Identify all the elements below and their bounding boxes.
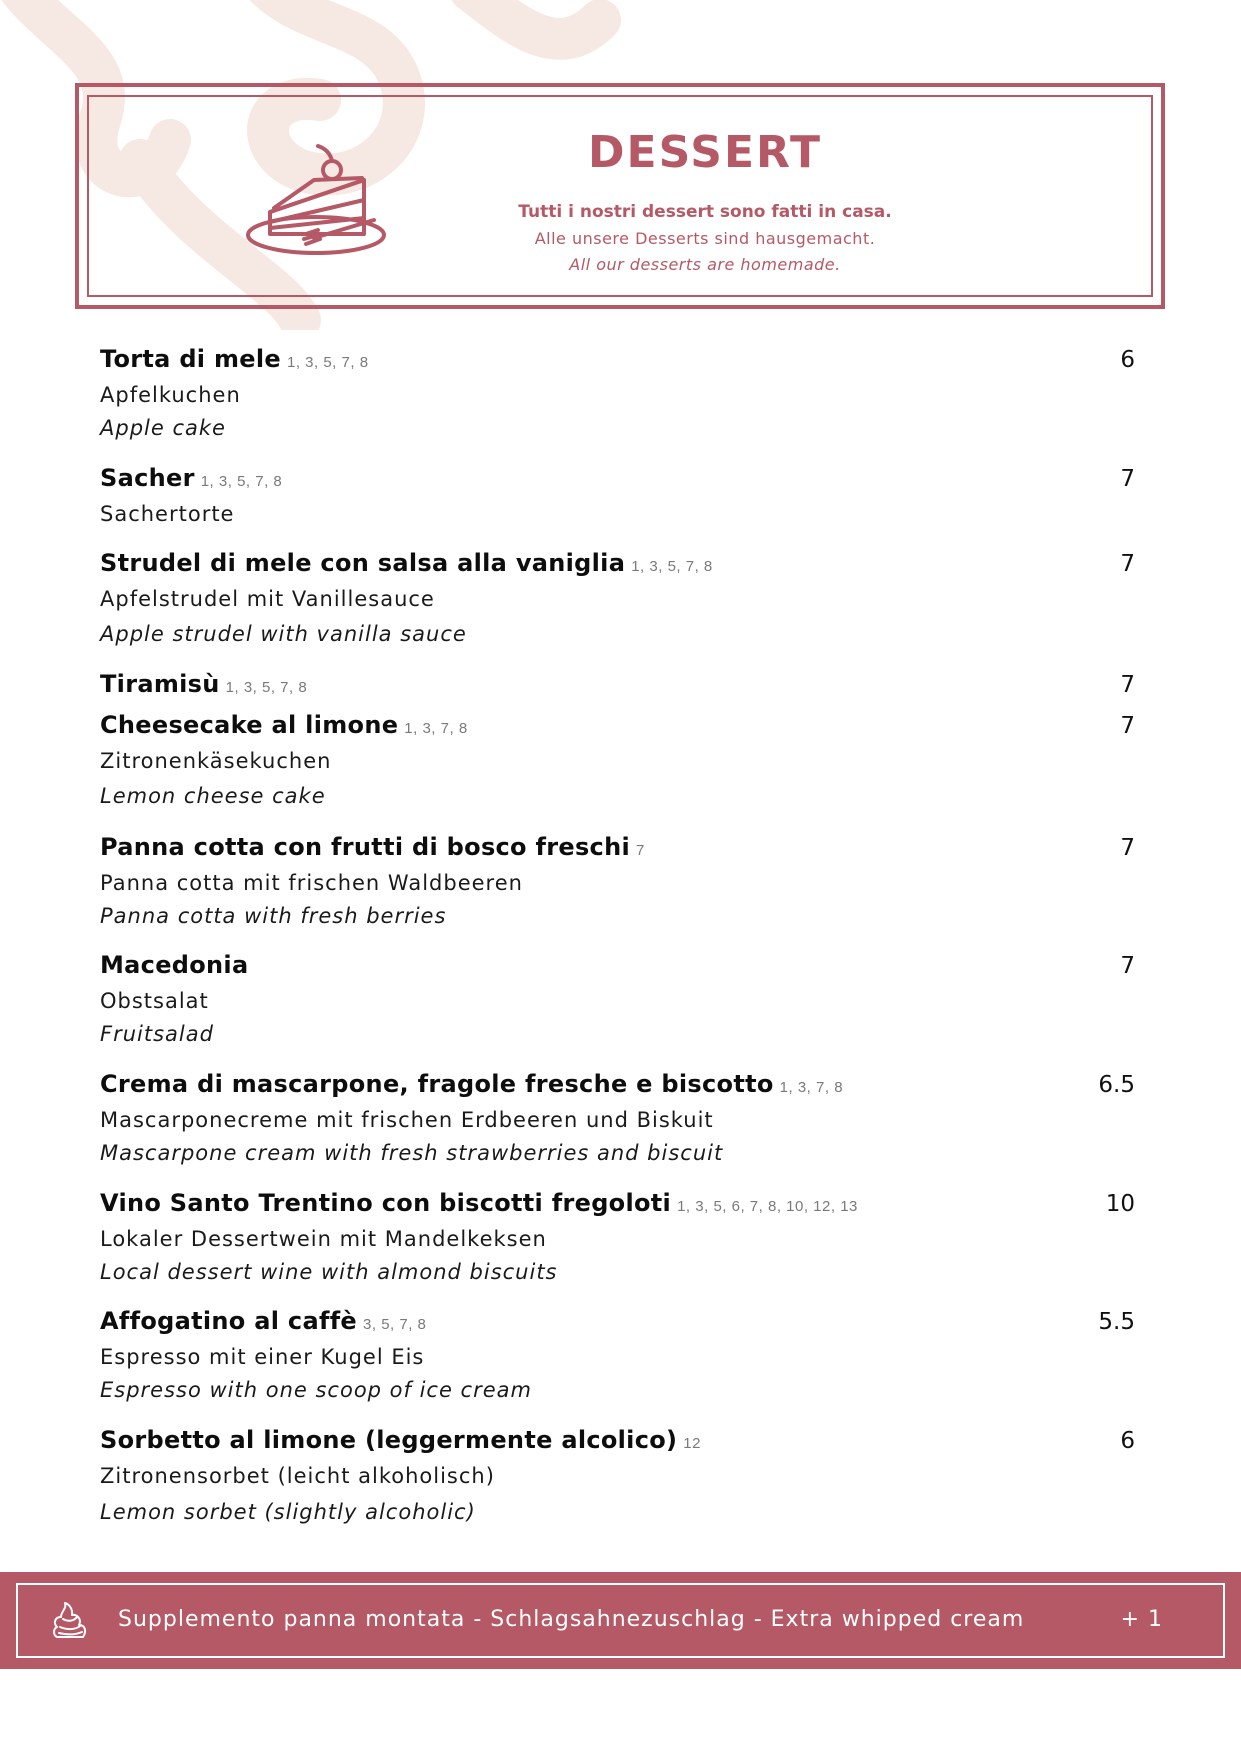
item-allergens: 1, 3, 5, 7, 8: [286, 354, 369, 371]
subtitle-german: Alle unsere Desserts sind hausgemacht.: [534, 229, 876, 248]
item-allergens: 3, 5, 7, 8: [363, 1316, 427, 1333]
item-german: Panna cotta mit frischen Waldbeeren: [100, 871, 523, 895]
item-english: Mascarpone cream with fresh strawberries and biscuit: [100, 1141, 724, 1165]
item-german: Apfelstrudel mit Vanillesauce: [100, 587, 435, 611]
item-english: Fruitsalad: [100, 1022, 214, 1046]
item-price: 6.5: [1098, 1072, 1135, 1098]
item-german: Mascarponecreme mit frischen Erdbeeren und Biskuit: [100, 1108, 714, 1132]
page-title: DESSERT: [588, 127, 822, 178]
item-allergens: 1, 3, 7, 8: [404, 720, 468, 737]
extra-cream-banner: [0, 1572, 1241, 1669]
item-price: 6: [1120, 1428, 1135, 1454]
item-allergens: 1, 3, 5, 7, 8: [200, 473, 283, 490]
item-name: Tiramisù: [100, 670, 220, 698]
item-name: Cheesecake al limone: [100, 711, 399, 739]
item-name: Crema di mascarpone, fragole fresche e biscotto: [100, 1070, 774, 1098]
menu-item: [100, 1307, 1135, 1426]
item-allergens: 1, 3, 5, 6, 7, 8, 10, 12, 13: [677, 1198, 858, 1215]
item-allergens: 7: [636, 842, 645, 859]
item-name: Panna cotta con frutti di bosco freschi: [100, 833, 630, 861]
item-german: Obstsalat: [100, 989, 209, 1013]
item-german: Zitronenkäsekuchen: [100, 749, 332, 773]
extra-cream-label: Supplemento panna montata - Schlagsahnezuschlag - Extra whipped cream: [118, 1607, 1025, 1632]
menu-item: [100, 711, 1135, 833]
menu-item: [100, 549, 1135, 670]
menu-item: [100, 833, 1135, 951]
item-english: Panna cotta with fresh berries: [100, 904, 447, 928]
item-price: 7: [1120, 672, 1135, 698]
subtitle-english: All our desserts are homemade.: [569, 255, 841, 274]
item-german: Lokaler Dessertwein mit Mandelkeksen: [100, 1227, 547, 1251]
menu-item: [100, 464, 1135, 549]
item-english: Lemon cheese cake: [100, 784, 326, 808]
whipped-cream-icon: [51, 1601, 89, 1641]
item-name: Strudel di mele con salsa alla vaniglia: [100, 549, 626, 577]
footer-frame: [16, 1583, 1225, 1658]
dessert-menu-list: [100, 345, 1135, 1536]
item-price: 7: [1120, 551, 1135, 577]
menu-item: [100, 1426, 1135, 1536]
item-english: Apple cake: [100, 416, 226, 440]
item-price: 10: [1105, 1191, 1135, 1217]
item-allergens: 1, 3, 5, 7, 8: [225, 679, 308, 696]
item-german: Sachertorte: [100, 502, 235, 526]
item-price: 7: [1120, 835, 1135, 861]
item-english: Local dessert wine with almond biscuits: [100, 1260, 558, 1284]
subtitle-italian: Tutti i nostri dessert sono fatti in casa.: [518, 202, 892, 222]
item-name: Sorbetto al limone (leggermente alcolico): [100, 1426, 678, 1454]
item-name: Macedonia: [100, 951, 249, 979]
menu-item: [100, 951, 1135, 1070]
item-name: Affogatino al caffè: [100, 1307, 358, 1335]
item-english: Lemon sorbet (slightly alcoholic): [100, 1500, 476, 1524]
item-allergens: 1, 3, 7, 8: [779, 1079, 844, 1096]
menu-item: [100, 1189, 1135, 1307]
menu-item: [100, 345, 1135, 464]
item-english: Apple strudel with vanilla sauce: [100, 622, 467, 646]
header-inner-frame: [87, 95, 1153, 297]
extra-cream-price: + 1: [1120, 1607, 1163, 1632]
item-price: 6: [1120, 347, 1135, 373]
item-name: Vino Santo Trentino con biscotti fregoloti: [100, 1189, 672, 1217]
item-german: Zitronensorbet (leicht alkoholisch): [100, 1464, 495, 1488]
item-german: Apfelkuchen: [100, 383, 241, 407]
item-price: 7: [1120, 466, 1135, 492]
menu-item: [100, 1070, 1135, 1189]
item-price: 5.5: [1098, 1309, 1135, 1335]
item-price: 7: [1120, 713, 1135, 739]
item-allergens: 12: [683, 1435, 701, 1452]
item-english: Espresso with one scoop of ice cream: [100, 1378, 532, 1402]
header-frame: [75, 83, 1165, 309]
item-price: 7: [1120, 953, 1135, 979]
item-german: Espresso mit einer Kugel Eis: [100, 1345, 425, 1369]
menu-item: [100, 670, 1135, 711]
item-name: Sacher: [100, 464, 195, 492]
item-allergens: 1, 3, 5, 7, 8: [631, 558, 713, 575]
item-name: Torta di mele: [100, 345, 281, 373]
